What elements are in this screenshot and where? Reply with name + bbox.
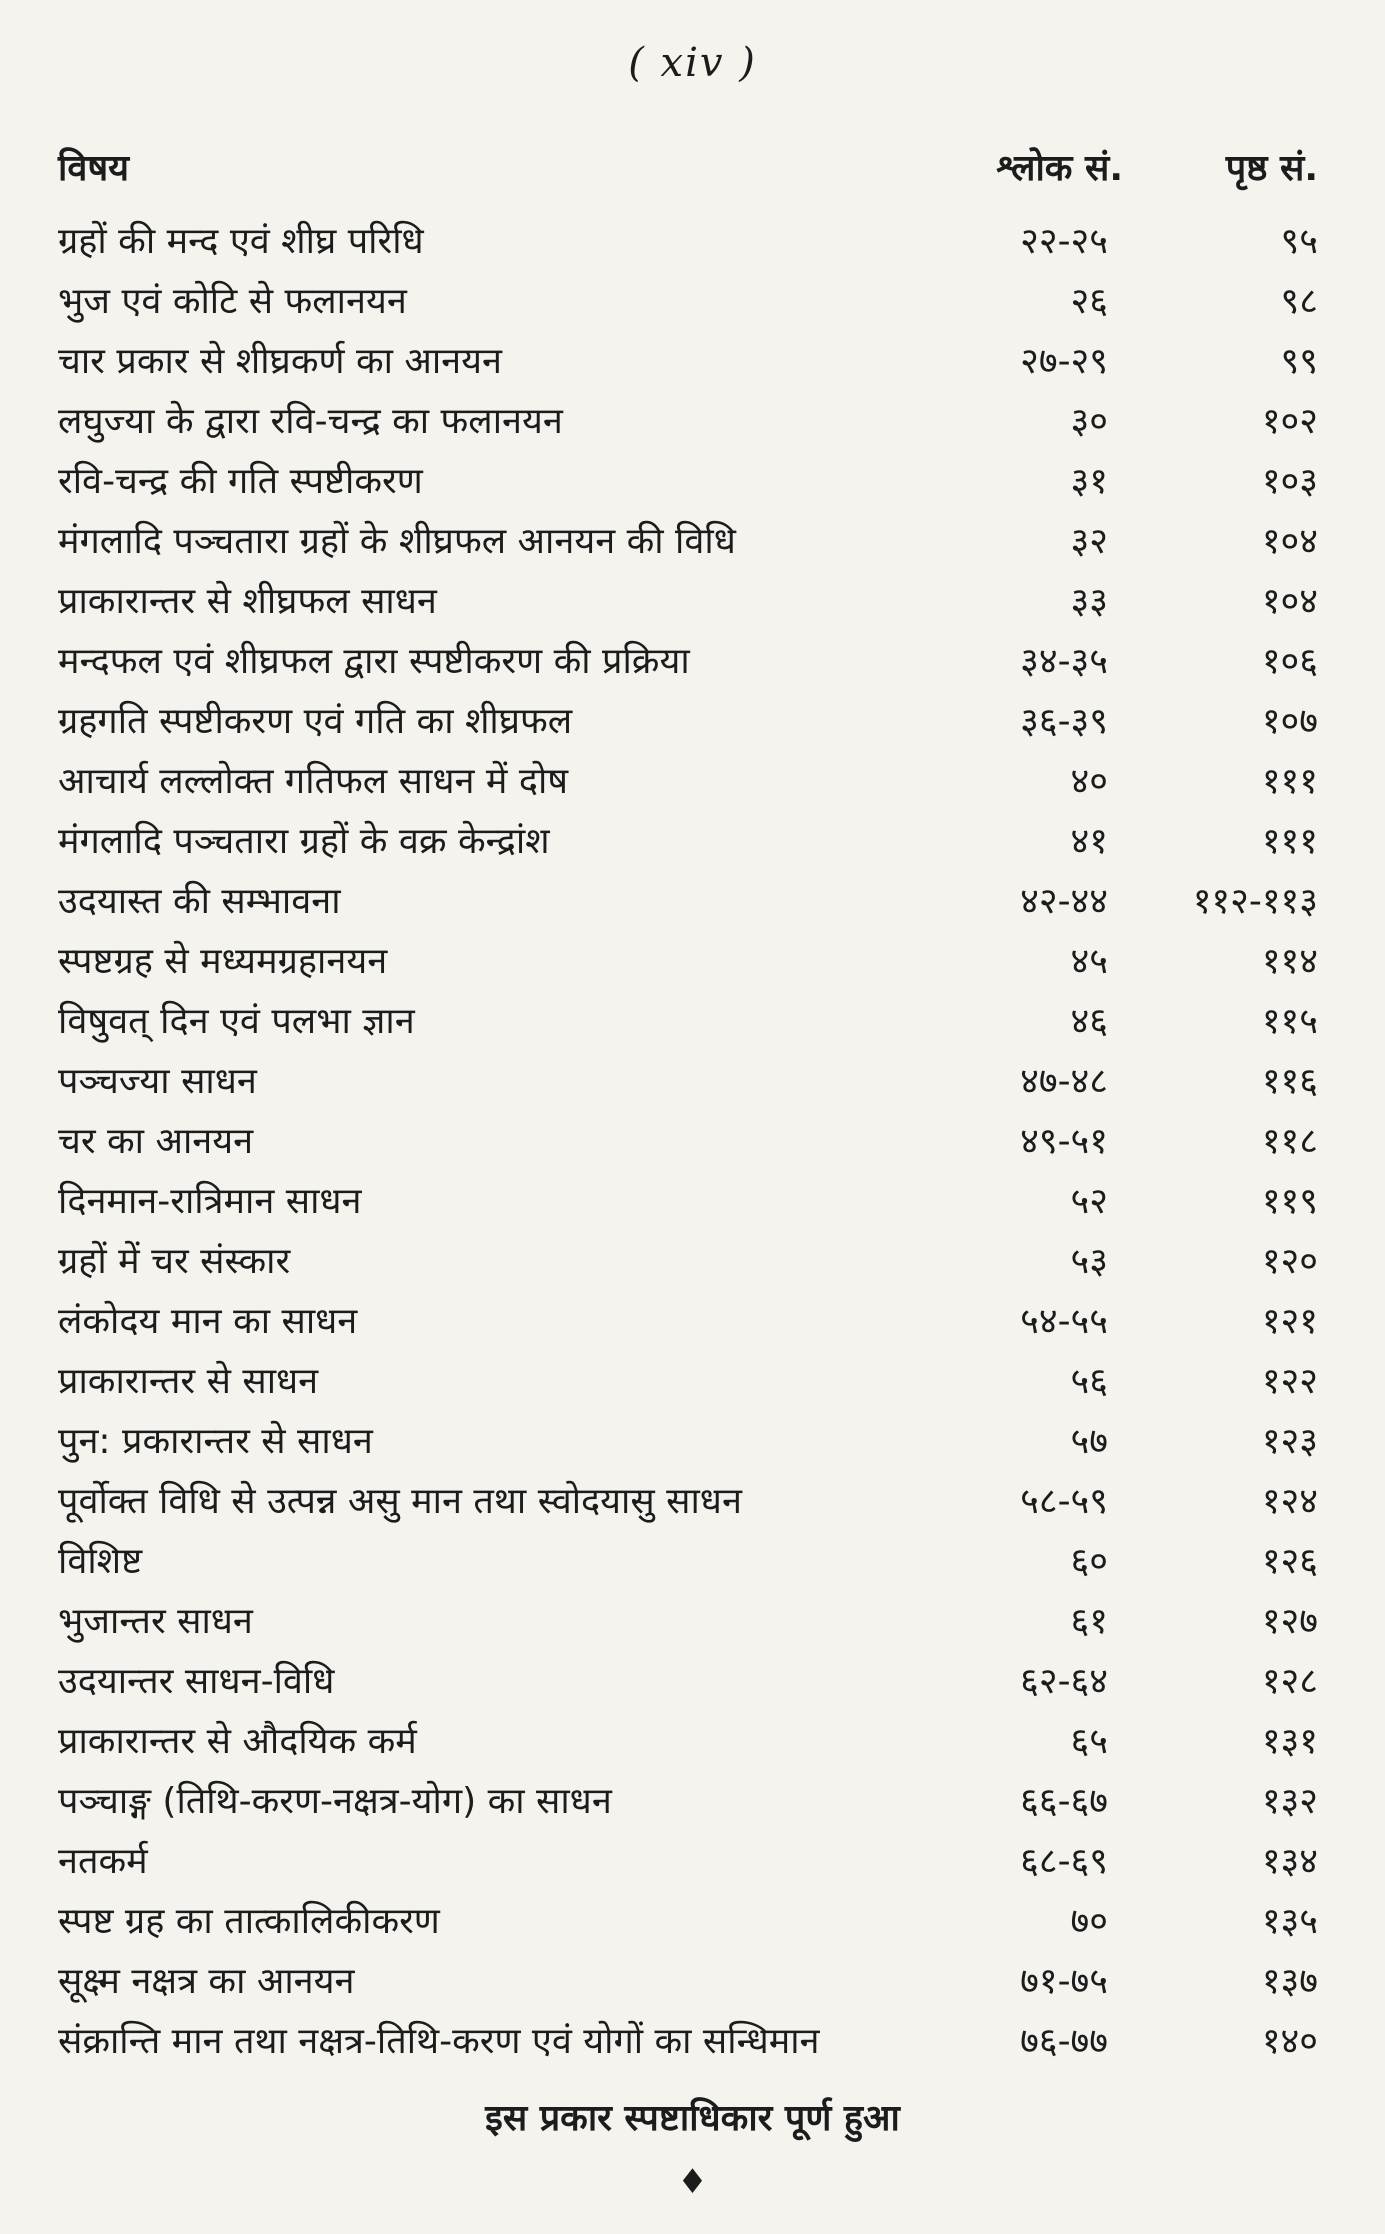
row-topic: चार प्रकार से शीघ्रकर्ण का आनयन (58, 341, 503, 382)
row-shloka-number: ५२ (1070, 1181, 1108, 1222)
row-shloka-number: ६० (1070, 1541, 1108, 1582)
row-page-number: ९८ (1280, 281, 1318, 322)
contents-row (58, 812, 1318, 872)
row-shloka-number: ५७ (1070, 1421, 1108, 1462)
contents-row (58, 1712, 1318, 1772)
contents-row (58, 1172, 1318, 1232)
row-topic: ग्रहों की मन्द एवं शीघ्र परिधि (58, 221, 424, 262)
row-topic: स्पष्ट ग्रह का तात्कालिकीकरण (58, 1901, 440, 1942)
row-shloka-number: ३२ (1070, 521, 1108, 562)
row-shloka-number: ३१ (1070, 461, 1108, 502)
row-page-number: ११५ (1261, 1001, 1318, 1042)
contents-row (58, 1592, 1318, 1652)
row-shloka-number: ३६-३९ (1020, 701, 1108, 742)
row-shloka-number: २६ (1070, 281, 1108, 322)
contents-row (58, 1112, 1318, 1172)
contents-row (58, 632, 1318, 692)
row-topic: ग्रहों में चर संस्कार (58, 1241, 291, 1282)
row-shloka-number: ३४-३५ (1020, 641, 1108, 682)
row-topic: आचार्य लल्लोक्त गतिफल साधन में दोष (58, 761, 569, 802)
row-topic: रवि-चन्द्र की गति स्पष्टीकरण (58, 461, 423, 502)
row-shloka-number: ६२-६४ (1020, 1661, 1108, 1702)
contents-row (58, 932, 1318, 992)
row-shloka-number: ७० (1070, 1901, 1108, 1942)
row-shloka-number: ४२-४४ (1020, 881, 1108, 922)
row-shloka-number: ४७-४८ (1020, 1061, 1108, 1102)
row-topic: उदयान्तर साधन-विधि (58, 1661, 335, 1702)
contents-row (58, 332, 1318, 392)
row-shloka-number: ३३ (1070, 581, 1108, 622)
row-topic: मंगलादि पञ्चतारा ग्रहों के वक्र केन्द्रांश (58, 821, 550, 862)
row-topic: लघुज्या के द्वारा रवि-चन्द्र का फलानयन (58, 401, 563, 442)
row-page-number: १११ (1261, 761, 1318, 802)
header-page: पृष्ठ सं. (1225, 148, 1318, 189)
row-topic: भुजान्तर साधन (58, 1601, 253, 1642)
row-page-number: १०२ (1261, 401, 1318, 442)
row-shloka-number: ४९-५१ (1020, 1121, 1108, 1162)
contents-row (58, 1472, 1318, 1532)
row-topic: प्राकारान्तर से शीघ्रफल साधन (58, 581, 437, 622)
row-page-number: १०४ (1261, 521, 1318, 562)
row-page-number: १२६ (1261, 1541, 1318, 1582)
contents-row (58, 872, 1318, 932)
row-page-number: १२० (1261, 1241, 1318, 1282)
row-topic: लंकोदय मान का साधन (58, 1301, 358, 1342)
section-end-note: इस प्रकार स्पष्टाधिकार पूर्ण हुआ (485, 2098, 900, 2139)
row-page-number: १४० (1261, 2021, 1318, 2062)
row-shloka-number: ६५ (1070, 1721, 1108, 1762)
row-page-number: १२१ (1261, 1301, 1318, 1342)
contents-row (58, 2012, 1318, 2072)
contents-row (58, 1352, 1318, 1412)
row-page-number: ११६ (1261, 1061, 1318, 1102)
diamond-ornament-icon: ♦ (677, 2162, 708, 2202)
contents-row (58, 692, 1318, 752)
contents-row (58, 1772, 1318, 1832)
row-page-number: १०४ (1261, 581, 1318, 622)
contents-row (58, 272, 1318, 332)
row-page-number: १०६ (1261, 641, 1318, 682)
row-page-number: १३५ (1261, 1901, 1318, 1942)
row-topic: भुज एवं कोटि से फलानयन (58, 281, 407, 322)
row-shloka-number: ६८-६९ (1020, 1841, 1108, 1882)
row-shloka-number: ४० (1070, 761, 1108, 802)
contents-row (58, 1892, 1318, 1952)
row-page-number: १३४ (1261, 1841, 1318, 1882)
page-number: ( xiv ) (628, 40, 757, 86)
row-shloka-number: ७६-७७ (1020, 2021, 1108, 2062)
row-shloka-number: ६६-६७ (1020, 1781, 1108, 1822)
contents-row (58, 1292, 1318, 1352)
contents-row (58, 752, 1318, 812)
row-topic: पूर्वोक्त विधि से उत्पन्न असु मान तथा स्वोदयासु साधन (58, 1481, 742, 1522)
row-topic: संक्रान्ति मान तथा नक्षत्र-तिथि-करण एवं योगों का सन्धिमान (58, 2021, 820, 2062)
contents-row (58, 1532, 1318, 1592)
row-topic: दिनमान-रात्रिमान साधन (58, 1181, 362, 1222)
row-page-number: १२४ (1261, 1481, 1318, 1522)
contents-row (58, 1052, 1318, 1112)
row-shloka-number: ५३ (1070, 1241, 1108, 1282)
header-shloka: श्लोक सं. (996, 148, 1123, 189)
row-topic: पञ्चज्या साधन (58, 1061, 257, 1102)
contents-list (58, 212, 1318, 2072)
contents-row (58, 452, 1318, 512)
header-topic: विषय (58, 148, 130, 189)
row-page-number: ११४ (1261, 941, 1318, 982)
row-topic: पञ्चाङ्ग (तिथि-करण-नक्षत्र-योग) का साधन (58, 1781, 612, 1822)
row-page-number: ११२-११३ (1192, 881, 1318, 922)
row-page-number: १२७ (1261, 1601, 1318, 1642)
row-page-number: ११८ (1261, 1121, 1318, 1162)
row-shloka-number: ४६ (1070, 1001, 1108, 1042)
row-topic: ग्रहगति स्पष्टीकरण एवं गति का शीघ्रफल (58, 701, 573, 742)
row-page-number: १३२ (1261, 1781, 1318, 1822)
row-page-number: ९५ (1280, 221, 1318, 262)
row-topic: मंगलादि पञ्चतारा ग्रहों के शीघ्रफल आनयन की विधि (58, 521, 736, 562)
row-topic: पुन: प्रकारान्तर से साधन (58, 1421, 373, 1462)
row-shloka-number: ४५ (1070, 941, 1108, 982)
row-page-number: १११ (1261, 821, 1318, 862)
contents-row (58, 572, 1318, 632)
row-topic: मन्दफल एवं शीघ्रफल द्वारा स्पष्टीकरण की प्रक्रिया (58, 641, 690, 682)
row-topic: प्राकारान्तर से साधन (58, 1361, 319, 1402)
row-page-number: १२८ (1261, 1661, 1318, 1702)
contents-row (58, 1412, 1318, 1472)
row-topic: प्राकारान्तर से औदयिक कर्म (58, 1721, 417, 1762)
row-topic: उदयास्त की सम्भावना (58, 881, 341, 922)
row-page-number: १२२ (1261, 1361, 1318, 1402)
row-topic: नतकर्म (58, 1841, 148, 1882)
row-page-number: १०७ (1261, 701, 1318, 742)
row-page-number: १३१ (1261, 1721, 1318, 1762)
contents-row (58, 992, 1318, 1052)
row-topic: विशिष्ट (58, 1541, 143, 1582)
row-shloka-number: ४१ (1070, 821, 1108, 862)
row-page-number: १२३ (1261, 1421, 1318, 1462)
row-page-number: १०३ (1261, 461, 1318, 502)
contents-row (58, 1232, 1318, 1292)
row-shloka-number: २७-२९ (1020, 341, 1108, 382)
row-shloka-number: ५८-५९ (1020, 1481, 1108, 1522)
row-page-number: ११९ (1261, 1181, 1318, 1222)
row-shloka-number: २२-२५ (1020, 221, 1108, 262)
contents-row (58, 392, 1318, 452)
row-topic: चर का आनयन (58, 1121, 254, 1162)
table-header (58, 142, 1318, 202)
row-topic: स्पष्टग्रह से मध्यमग्रहानयन (58, 941, 388, 982)
row-shloka-number: ३० (1070, 401, 1108, 442)
row-page-number: १३७ (1261, 1961, 1318, 2002)
contents-row (58, 1952, 1318, 2012)
row-topic: सूक्ष्म नक्षत्र का आनयन (58, 1961, 355, 2002)
row-shloka-number: ७१-७५ (1020, 1961, 1108, 2002)
row-page-number: ९९ (1280, 341, 1318, 382)
row-shloka-number: ६१ (1070, 1601, 1108, 1642)
row-topic: विषुवत् दिन एवं पलभा ज्ञान (58, 1001, 415, 1042)
contents-row (58, 512, 1318, 572)
contents-row (58, 1832, 1318, 1892)
contents-row (58, 1652, 1318, 1712)
contents-row (58, 212, 1318, 272)
row-shloka-number: ५६ (1070, 1361, 1108, 1402)
row-shloka-number: ५४-५५ (1020, 1301, 1108, 1342)
